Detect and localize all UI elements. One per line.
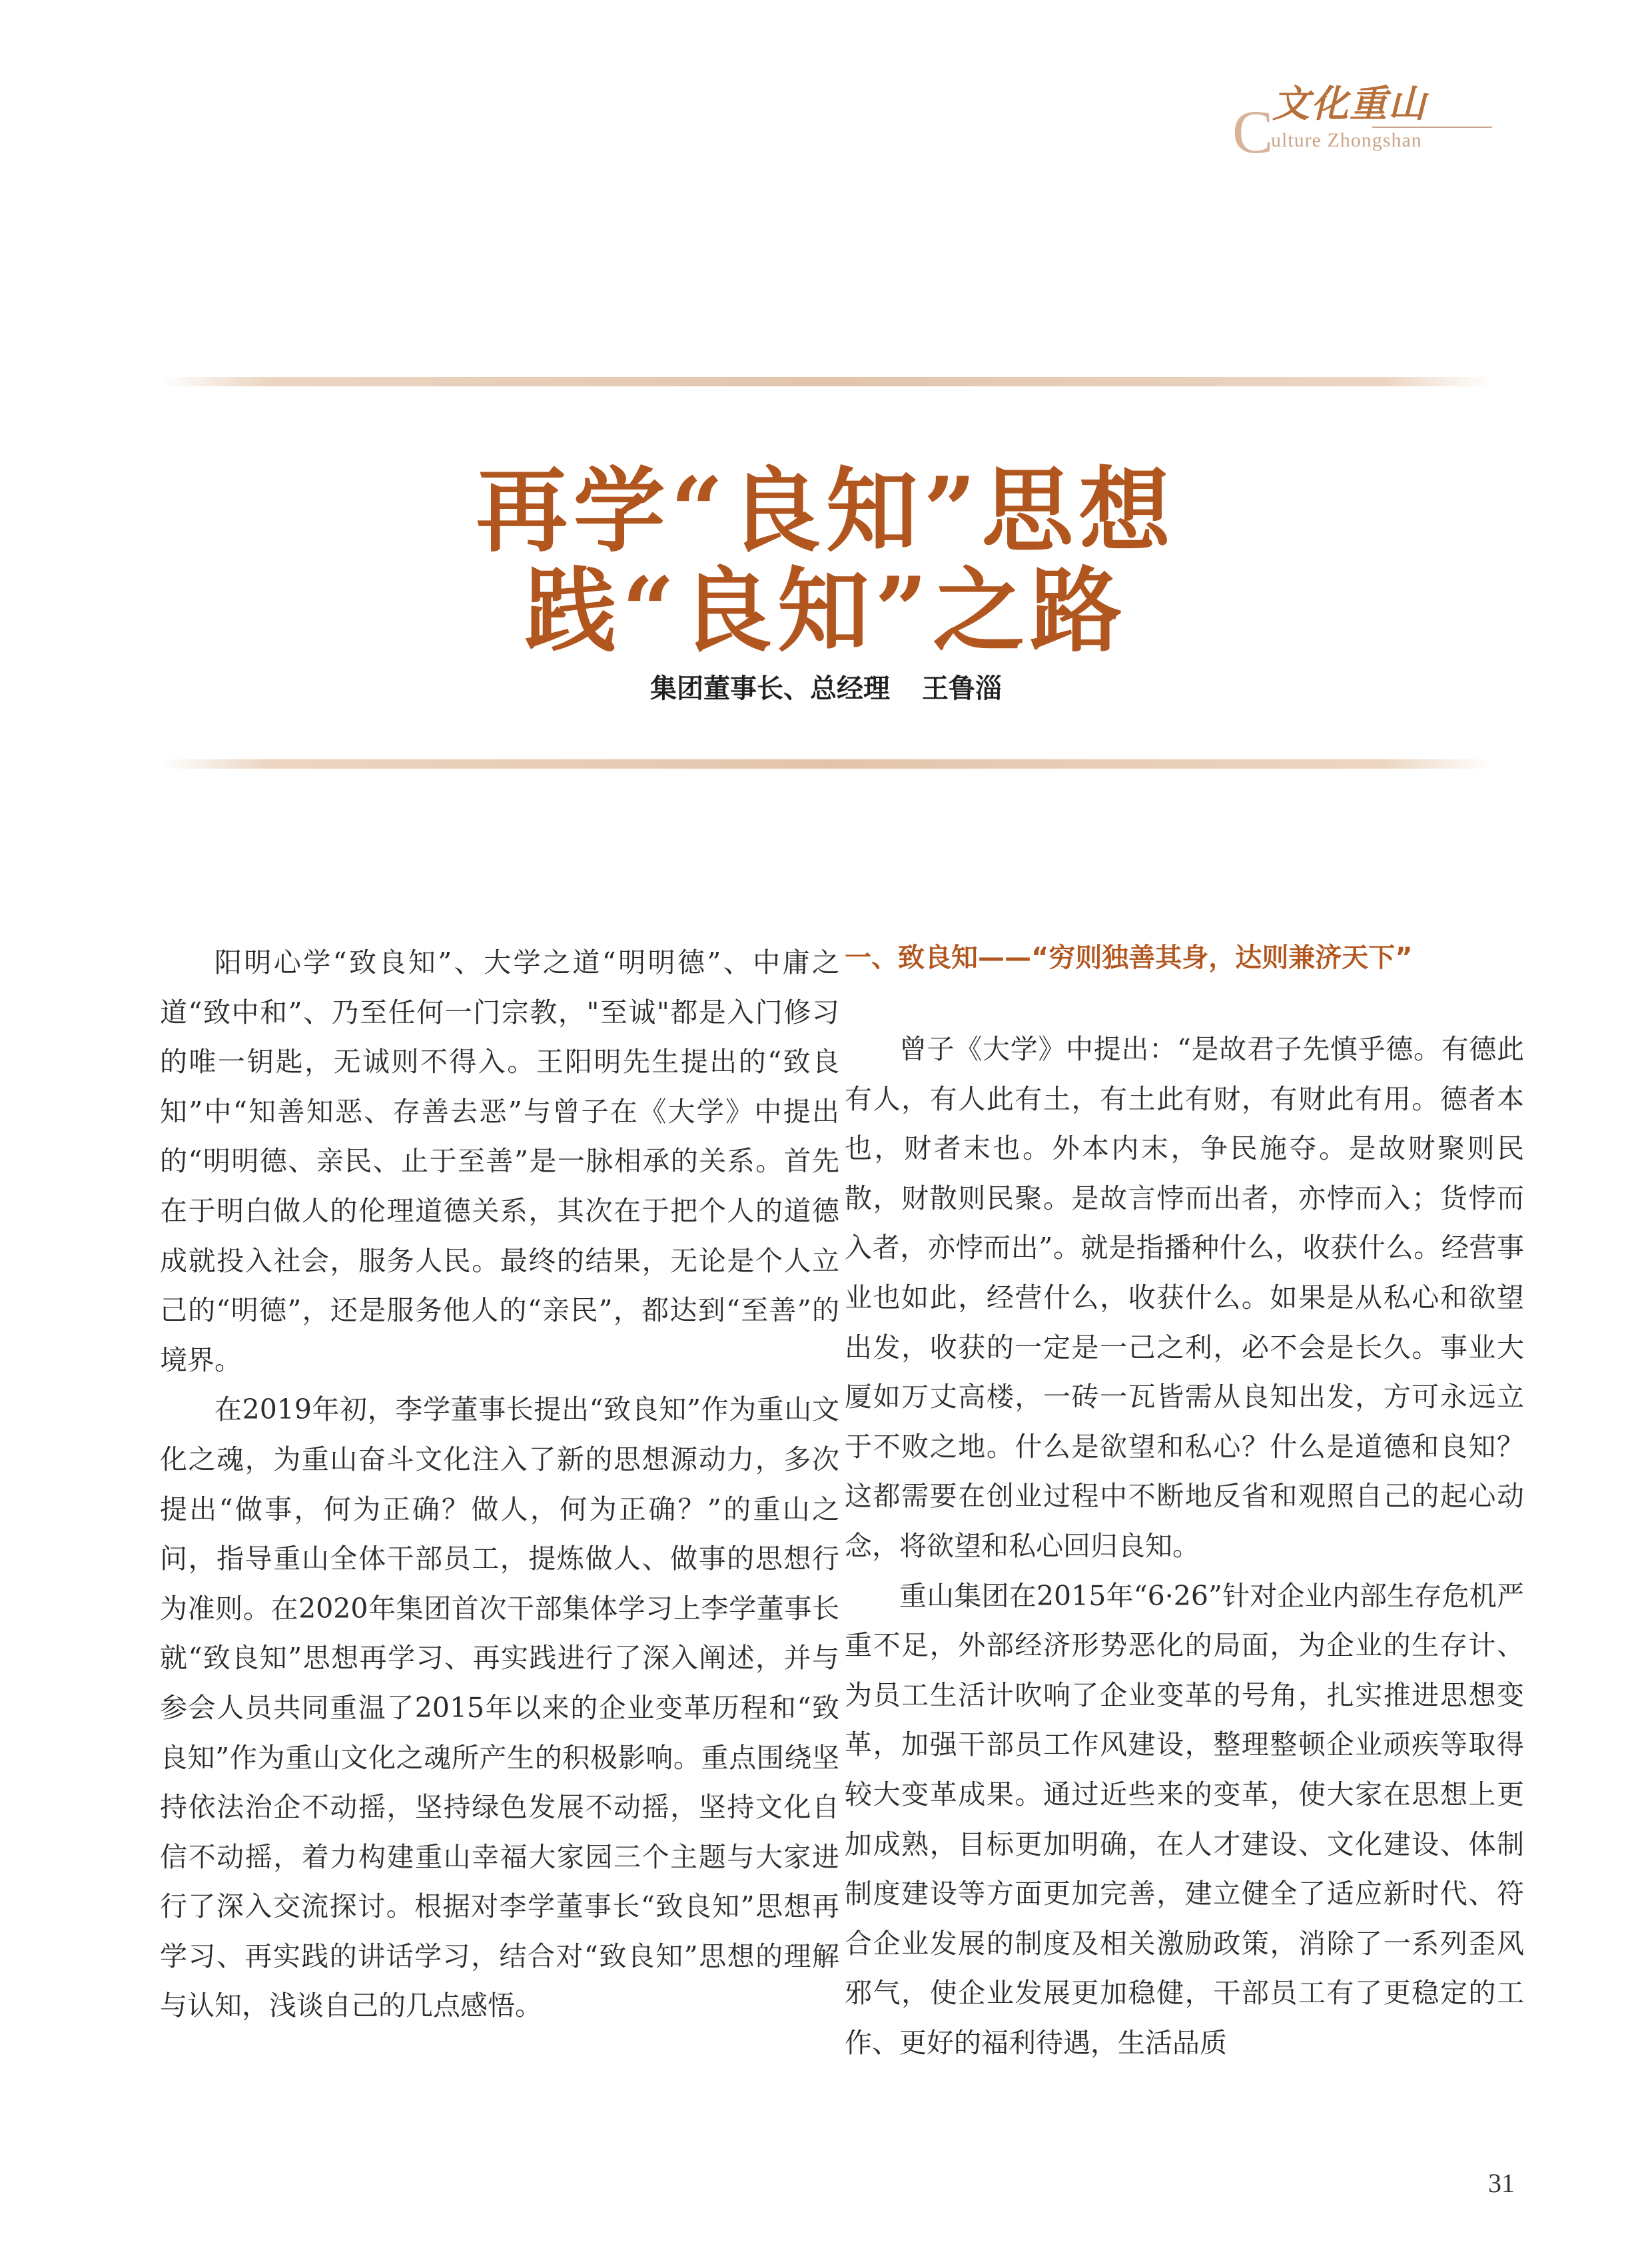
body-paragraph: 阳明心学“致良知”、大学之道“明明德”、中庸之道“致中和”、乃至任何一门宗教，"至诚"都是入门修习的唯一钥匙，无诚则不得入。王阳明先生提出的“致良知”中“知善知恶、存善去恶”与曾子在《大学》中提出的“明明德、亲民、止于至善”是一脉相承的关系。首先在于明白做人的伦理道德关系，其次在于把个人的道德成就投入社会，服务人民。最终的结果，无论是个人立己的“明德”，还是服务他人的“亲民”，都达到“至善”的境界。	[160, 946, 839, 1376]
body-paragraph: 在2019年初，李学董事长提出“致良知”作为重山文化之魂，为重山奋斗文化注入了新的思想源动力，多次提出“做事，何为正确？做人，何为正确？”的重山之问，指导重山全体干部员工，提炼做人、做事的思想行为准则。在2020年集团首次干部集体学习上李学董事长就“致良知”思想再学习、再实践进行了深入阐述，并与参会人员共同重温了2015年以来的企业变革历程和“致良知”作为重山文化之魂所产生的积极影响。重点围绕坚持依法治企不动摇，坚持绿色发展不动摇，坚持文化自信不动摇，着力构建重山幸福大家园三个主题与大家进行了深入交流探讨。根据对李学董事长“致良知”思想再学习、再实践的讲话学习，结合对“致良知”思想的理解与认知，浅谈自己的几点感悟。	[160, 1393, 839, 2022]
logo-initial: C	[1232, 98, 1274, 166]
logo-chinese-title: 文化重山	[1272, 82, 1427, 126]
right-column	[845, 938, 1524, 2067]
left-column	[160, 938, 839, 2031]
logo-divider	[1372, 127, 1492, 128]
logo-english-title: ulture Zhongshan	[1271, 129, 1422, 151]
article-byline	[0, 667, 1652, 705]
article-title-line-2: 践“良知”之路	[524, 556, 1128, 665]
page-number: 31	[1488, 2168, 1515, 2198]
body-paragraph: 重山集团在2015年“6·26”针对企业内部生存危机严重不足，外部经济形势恶化的局面，为企业的生存计、为员工生活计吹响了企业变革的号角，扎实推进思想变革，加强干部员工作风建设，整理整顿企业顽疾等取得较大变革成果。通过近些来的变革，使大家在思想上更加成熟，目标更加明确，在人才建设、文化建设、体制制度建设等方面更加完善，建立健全了适应新时代、符合企业发展的制度及相关激励政策，消除了一系列歪风邪气，使企业发展更加稳健，干部员工有了更稳定的工作、更好的福利待遇，生活品质	[845, 1579, 1524, 2059]
title-top-band	[160, 377, 1492, 386]
article-title-line-1: 再学“良知”思想	[476, 456, 1176, 565]
author-name: 王鲁淄	[922, 673, 1002, 704]
body-paragraph: 曾子《大学》中提出：“是故君子先慎乎德。有德此有人，有人此有土，有土此有财，有财此有用。德者本也，财者末也。外本内末，争民施夺。是故财聚则民散，财散则民聚。是故言悖而出者，亦悖而入；货悖而入者，亦悖而出”。就是指播种什么，收获什么。经营事业也如此，经营什么，收获什么。如果是从私心和欲望出发，收获的一定是一己之利，必不会是长久。事业大厦如万丈高楼，一砖一瓦皆需从良知出发，方可永远立于不败之地。什么是欲望和私心？什么是道德和良知？这都需要在创业过程中不断地反省和观照自己的起心动念，将欲望和私心回归良知。	[845, 1033, 1524, 1562]
section-heading: 一、致良知——“穷则独善其身，达则兼济天下”	[845, 942, 1413, 973]
author-role: 集团董事长、总经理	[650, 673, 890, 704]
title-bottom-band	[160, 759, 1492, 769]
magazine-section-logo	[1232, 75, 1492, 166]
